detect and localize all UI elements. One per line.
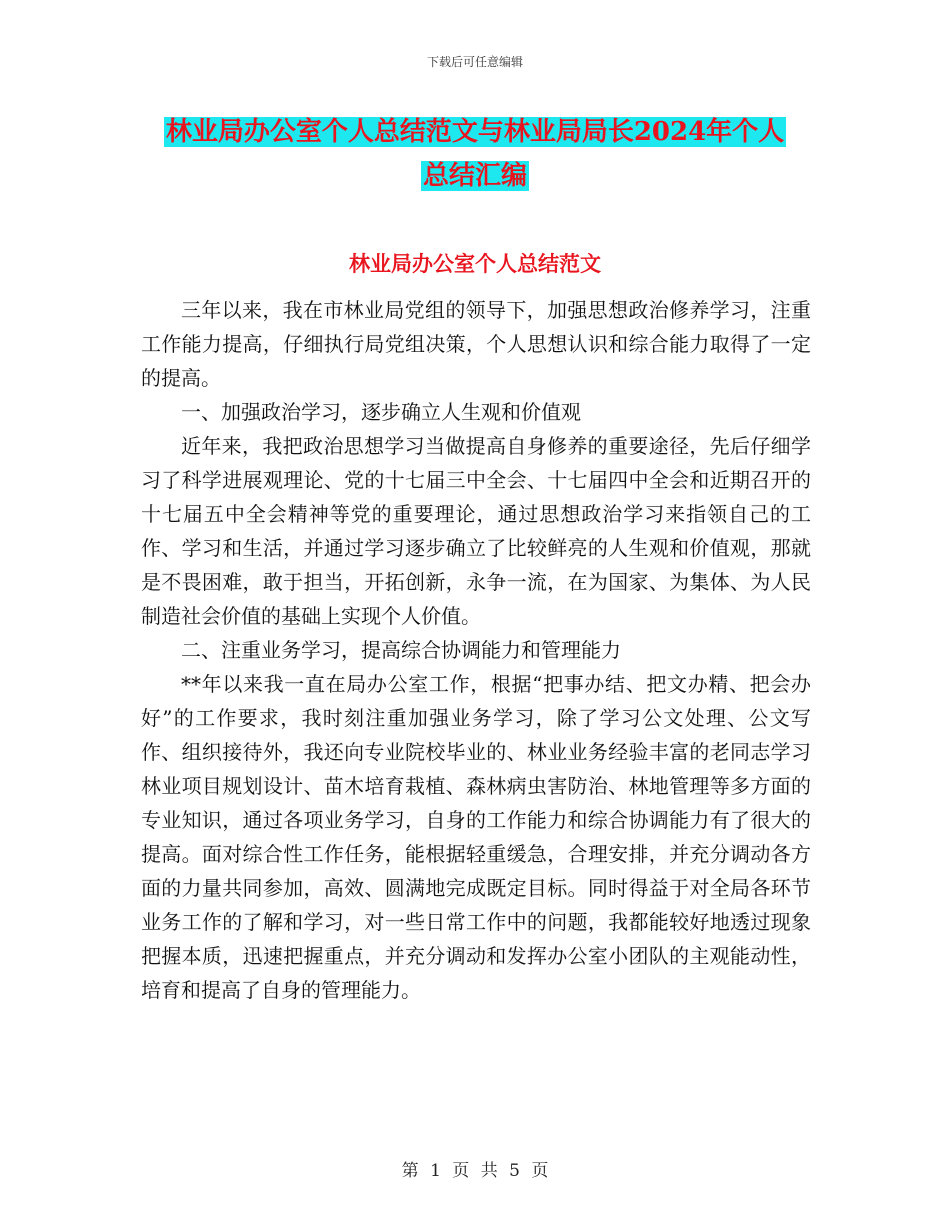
body-paragraph: 三年以来，我在市林业局党组的领导下，加强思想政治修养学习，注重工作能力提高，仔细执行局党组决策，个人思想认识和综合能力取得了一定的提高。 — [141, 298, 811, 390]
document-title — [0, 110, 950, 198]
document-title-line-1: 林业局办公室个人总结范文与林业局局长2024年个人 — [165, 117, 785, 147]
document-title-line-2: 总结汇编 — [422, 161, 527, 191]
section-heading-1: 一、加强政治学习，逐步确立人生观和价值观 — [181, 400, 581, 424]
section-title: 林业局办公室个人总结范文 — [349, 251, 601, 276]
document-body — [141, 293, 811, 1007]
body-paragraph: **年以来我一直在局办公室工作，根据“把事办结、把文办精、把会办好”的工作要求，我时刻注重加强业务学习，除了学习公文处理、公文写作、组织接待外，我还向专业院校毕业的、林业业务经验丰富的老同志学习林业项目规划设计、苗木培育栽植、森林病虫害防治、林地管理等多方面的专业知识，通过各项业务学习，自身的工作能力和综合协调能力有了很大的提高。面对综合性工作任务，能根据轻重缓急，合理安排，并充分调动各方面的力量共同参加，高效、圆满地完成既定目标。同时得益于对全局各环节业务工作的了解和学习，对一些日常工作中的问题，我都能较好地透过现象把握本质，迅速把握重点，并充分调动和发挥办公室小团队的主观能动性，培育和提高了自身的管理能力。 — [141, 672, 811, 1002]
section-heading-2: 二、注重业务学习，提高综合协调能力和管理能力 — [181, 638, 621, 662]
body-paragraph: 近年来，我把政治思想学习当做提高自身修养的重要途径，先后仔细学习了科学进展观理论、党的十七届三中全会、十七届四中全会和近期召开的十七届五中全会精神等党的重要理论，通过思想政治学习来指领自己的工作、学习和生活，并通过学习逐步确立了比较鲜亮的人生观和价值观，那就是不畏困难，敢于担当，开拓创新，永争一流，在为国家、为集体、为人民制造社会价值的基础上实现个人价值。 — [141, 434, 811, 628]
page-number-footer: 第 1 页 共 5 页 — [401, 1161, 549, 1181]
header-note: 下载后可任意编辑 — [426, 55, 523, 69]
